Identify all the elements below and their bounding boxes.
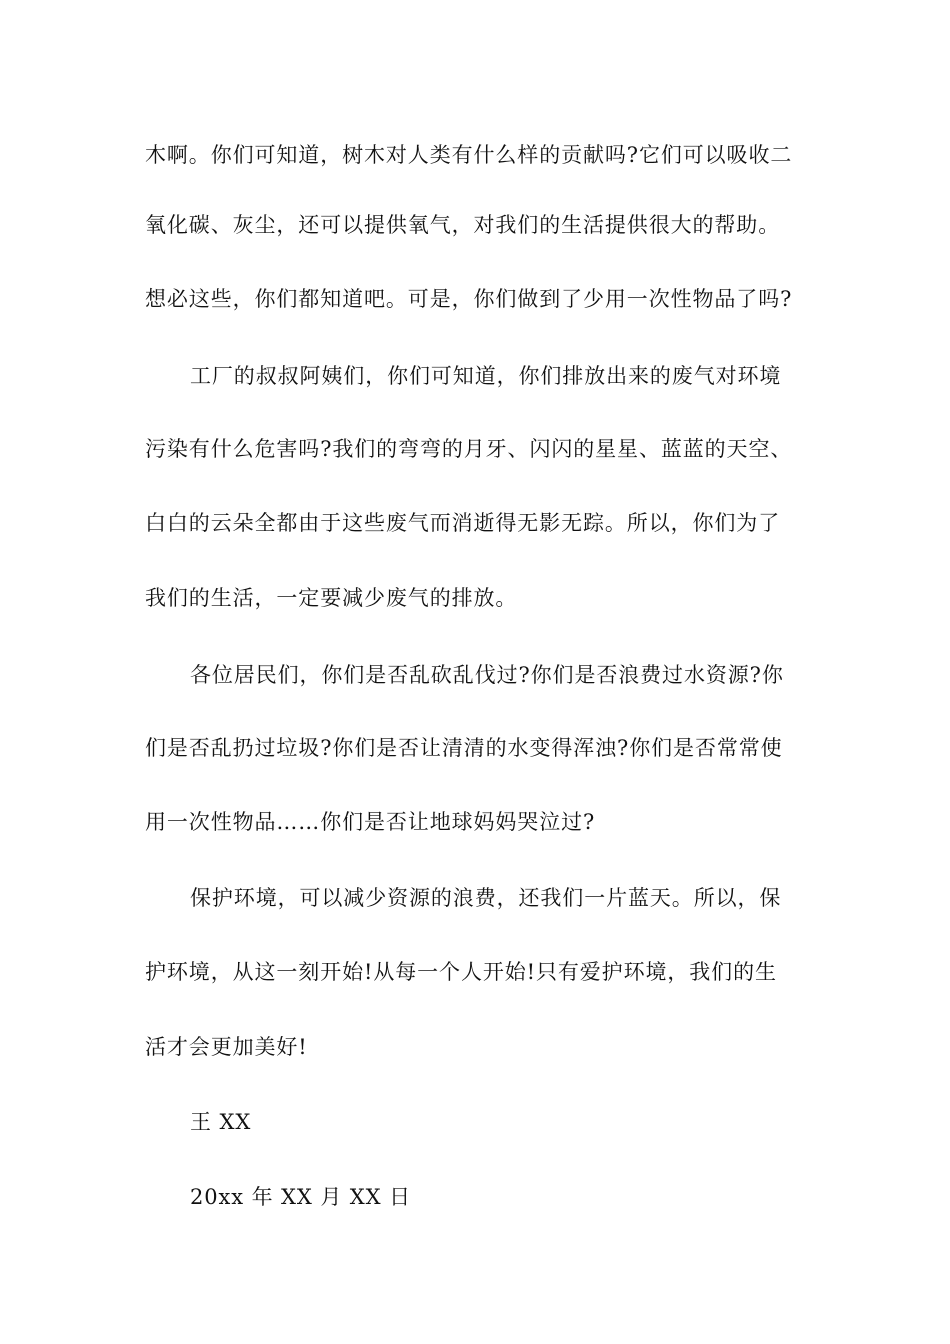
body-text-line: 木啊。你们可知道，树木对人类有什么样的贡献吗?它们可以吸收二	[145, 143, 793, 167]
body-text-line: 用一次性物品……你们是否让地球妈妈哭泣过?	[145, 810, 596, 834]
body-text-line: 护环境，从这一刻开始!从每一个人开始!只有爱护环境，我们的生	[145, 960, 777, 984]
body-text-line: 我们的生活，一定要减少废气的排放。	[145, 586, 518, 610]
body-text-line: 想必这些，你们都知道吧。可是，你们做到了少用一次性物品了吗?	[145, 287, 793, 311]
paragraph-start-line: 工厂的叔叔阿姨们，你们可知道，你们排放出来的废气对环境	[190, 364, 782, 388]
paragraph-start-line: 各位居民们，你们是否乱砍乱伐过?你们是否浪费过水资源?你	[190, 663, 784, 687]
body-text-line: 白白的云朵全都由于这些废气而消逝得无影无踪。所以，你们为了	[145, 511, 781, 535]
body-text-line: 活才会更加美好!	[145, 1035, 308, 1059]
paragraph-start-line: 保护环境，可以减少资源的浪费，还我们一片蓝天。所以，保	[190, 886, 782, 910]
body-text-line: 氧化碳、灰尘，还可以提供氧气，对我们的生活提供很大的帮助。	[145, 213, 781, 237]
body-text-line: 污染有什么危害吗?我们的弯弯的月牙、闪闪的星星、蓝蓝的天空、	[145, 437, 793, 461]
body-text-line: 们是否乱扔过垃圾?你们是否让清清的水变得浑浊?你们是否常常使	[145, 736, 783, 760]
signature: 王 XX	[190, 1110, 252, 1134]
date-line: 20xx 年 XX 月 XX 日	[190, 1185, 411, 1209]
